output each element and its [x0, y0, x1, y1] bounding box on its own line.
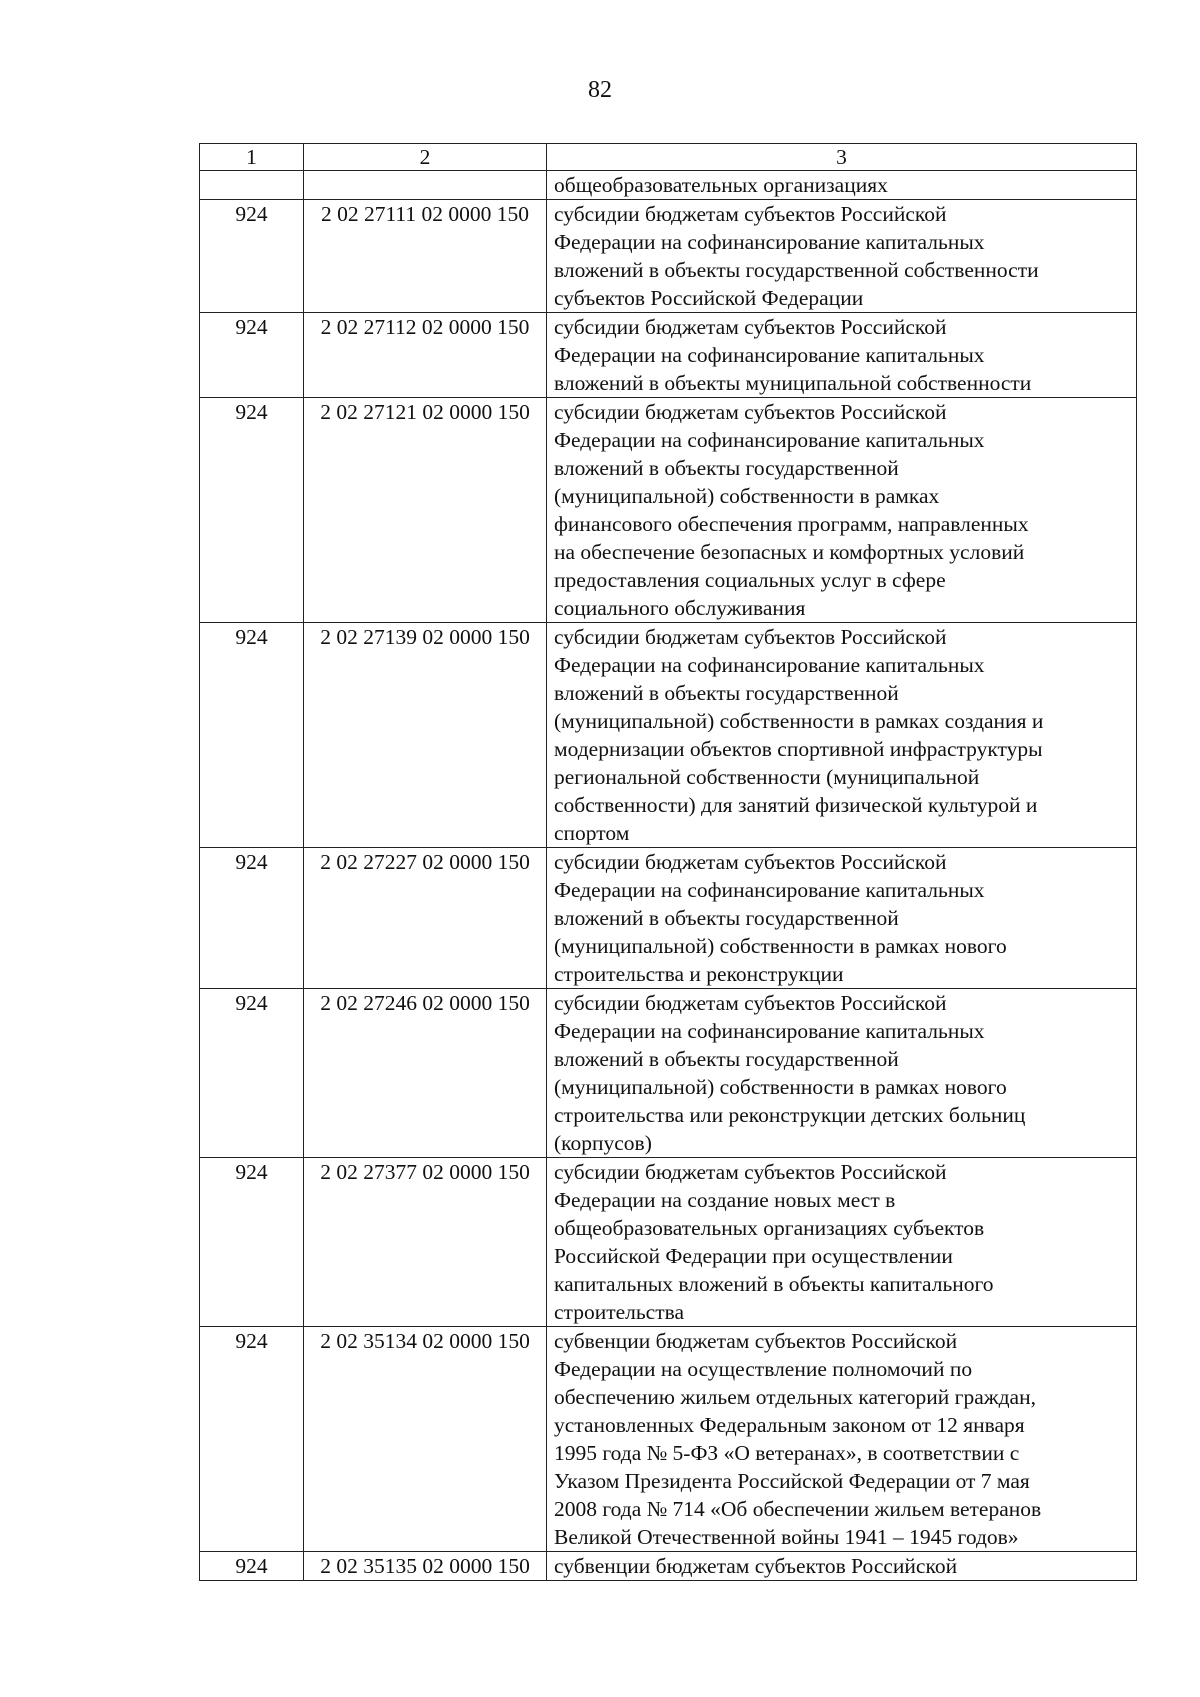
revenue-name-line: на обеспечение безопасных и комфортных условий: [554, 540, 1025, 564]
revenue-code-cell: 2 02 27227 02 0000 150: [304, 848, 547, 989]
revenue-name-line: субъектов Российской Федерации: [554, 286, 864, 310]
revenue-name-line: установленных Федеральным законом от 12 января: [554, 1413, 1025, 1437]
revenue-name-line: 2008 года № 714 «Об обеспечении жильем ветеранов: [554, 1497, 1042, 1521]
revenue-code-cell: 2 02 35135 02 0000 150: [304, 1552, 547, 1581]
table-row: [200, 1327, 1137, 1552]
revenue-name-line: вложений в объекты государственной собственности: [554, 258, 1039, 282]
revenue-code-cell: 2 02 27139 02 0000 150: [304, 623, 547, 848]
revenue-name-line: субвенции бюджетам субъектов Российской: [554, 1554, 958, 1578]
revenue-name-line: вложений в объекты муниципальной собственности: [554, 371, 1032, 395]
revenue-name-line: субсидии бюджетам субъектов Российской: [554, 400, 947, 424]
revenue-code-cell: 2 02 27121 02 0000 150: [304, 398, 547, 623]
revenue-code-cell: 2 02 27246 02 0000 150: [304, 989, 547, 1158]
table-row: [200, 313, 1137, 398]
revenue-name-line: субсидии бюджетам субъектов Российской: [554, 991, 947, 1015]
revenue-name-line: финансового обеспечения программ, направленных: [554, 512, 1029, 536]
revenue-name-line: (корпусов): [554, 1131, 652, 1155]
revenue-name-line: Федерации на софинансирование капитальных: [554, 230, 985, 254]
revenue-name-line: предоставления социальных услуг в сфере: [554, 568, 946, 592]
revenue-name-line: субсидии бюджетам субъектов Российской: [554, 850, 947, 874]
revenue-name-cell: [547, 313, 1137, 398]
revenue-name-line: субсидии бюджетам субъектов Российской: [554, 1160, 947, 1184]
revenue-name-line: Федерации на осуществление полномочий по: [554, 1357, 973, 1381]
table-row: [200, 1158, 1137, 1327]
revenue-name-line: (муниципальной) собственности в рамках нового: [554, 934, 1007, 958]
revenue-name-line: (муниципальной) собственности в рамках нового: [554, 1075, 1007, 1099]
revenue-name-line: вложений в объекты государственной: [554, 456, 899, 480]
revenue-name-line: Федерации на софинансирование капитальных: [554, 343, 985, 367]
revenue-name-cell: [547, 1552, 1137, 1581]
revenue-name-line: субвенции бюджетам субъектов Российской: [554, 1329, 958, 1353]
revenue-name-line: строительства и реконструкции: [554, 962, 844, 986]
revenue-name-line: (муниципальной) собственности в рамках: [554, 484, 940, 508]
revenue-name-line: обеспечению жильем отдельных категорий граждан,: [554, 1385, 1036, 1409]
column-header-admin: 1: [200, 144, 304, 171]
revenue-name-cell: [547, 1158, 1137, 1327]
revenue-name-line: вложений в объекты государственной: [554, 906, 899, 930]
revenue-name-line: субсидии бюджетам субъектов Российской: [554, 625, 947, 649]
revenue-name-line: Федерации на софинансирование капитальных: [554, 653, 985, 677]
table-header-row: [200, 144, 1137, 171]
revenue-name-line: строительства или реконструкции детских больниц: [554, 1103, 1026, 1127]
revenue-code-cell: 2 02 27111 02 0000 150: [304, 200, 547, 313]
revenue-name-cell: [547, 200, 1137, 313]
revenue-name-cell: [547, 848, 1137, 989]
revenue-name-line: общеобразовательных организациях: [554, 173, 888, 197]
revenue-name-line: строительства: [554, 1300, 685, 1324]
revenue-code-cell: 2 02 27112 02 0000 150: [304, 313, 547, 398]
admin-code-cell: [200, 171, 304, 200]
revenue-name-line: вложений в объекты государственной: [554, 681, 899, 705]
revenue-name-line: собственности) для занятий физической культурой и: [554, 793, 1038, 817]
table-row: [200, 623, 1137, 848]
table-row: [200, 848, 1137, 989]
revenue-name-line: общеобразовательных организациях субъектов: [554, 1216, 985, 1240]
revenue-code-cell: 2 02 27377 02 0000 150: [304, 1158, 547, 1327]
revenue-name-line: субсидии бюджетам субъектов Российской: [554, 315, 947, 339]
revenue-name-line: Федерации на софинансирование капитальных: [554, 428, 985, 452]
revenue-name-line: вложений в объекты государственной: [554, 1047, 899, 1071]
column-header-code: 2: [304, 144, 547, 171]
admin-code-cell: 924: [200, 313, 304, 398]
revenue-name-line: спортом: [554, 821, 630, 845]
table-row: [200, 200, 1137, 313]
budget-revenue-table: [199, 143, 1137, 1581]
revenue-name-line: Федерации на софинансирование капитальных: [554, 1019, 985, 1043]
column-header-name: 3: [547, 144, 1137, 171]
revenue-name-line: социального обслуживания: [554, 596, 806, 620]
admin-code-cell: 924: [200, 623, 304, 848]
admin-code-cell: 924: [200, 989, 304, 1158]
revenue-name-line: Великой Отечественной войны 1941 – 1945 годов»: [554, 1525, 1019, 1549]
revenue-name-cell: [547, 989, 1137, 1158]
revenue-name-line: Федерации на создание новых мест в: [554, 1188, 896, 1212]
table-row: [200, 989, 1137, 1158]
page-number: 82: [588, 77, 612, 103]
table-row: [200, 171, 1137, 200]
table-row: [200, 398, 1137, 623]
revenue-name-cell: [547, 171, 1137, 200]
revenue-name-line: 1995 года № 5-ФЗ «О ветеранах», в соответствии с: [554, 1441, 1020, 1465]
revenue-name-line: Федерации на софинансирование капитальных: [554, 878, 985, 902]
revenue-name-cell: [547, 623, 1137, 848]
admin-code-cell: 924: [200, 398, 304, 623]
revenue-name-line: (муниципальной) собственности в рамках создания и: [554, 709, 1044, 733]
revenue-code-cell: [304, 171, 547, 200]
admin-code-cell: 924: [200, 1158, 304, 1327]
revenue-name-line: модернизации объектов спортивной инфраструктуры: [554, 737, 1043, 761]
revenue-name-line: субсидии бюджетам субъектов Российской: [554, 202, 947, 226]
revenue-name-line: капитальных вложений в объекты капитального: [554, 1272, 994, 1296]
revenue-name-line: региональной собственности (муниципальной: [554, 765, 980, 789]
revenue-name-cell: [547, 398, 1137, 623]
admin-code-cell: 924: [200, 200, 304, 313]
revenue-code-cell: 2 02 35134 02 0000 150: [304, 1327, 547, 1552]
table-row: [200, 1552, 1137, 1581]
admin-code-cell: 924: [200, 848, 304, 989]
admin-code-cell: 924: [200, 1552, 304, 1581]
revenue-name-cell: [547, 1327, 1137, 1552]
admin-code-cell: 924: [200, 1327, 304, 1552]
revenue-name-line: Российской Федерации при осуществлении: [554, 1244, 953, 1268]
revenue-name-line: Указом Президента Российской Федерации от 7 мая: [554, 1469, 1030, 1493]
